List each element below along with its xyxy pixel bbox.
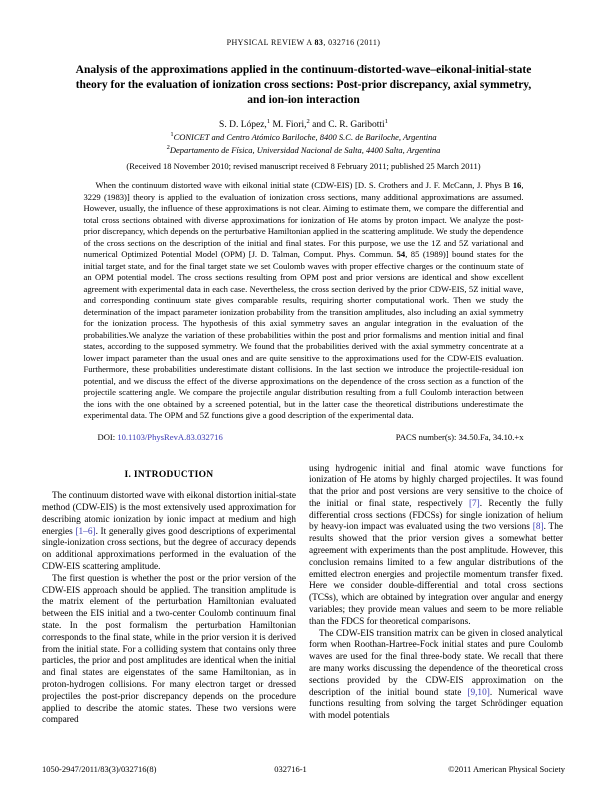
affiliation-line-2 <box>42 145 565 156</box>
right-column <box>309 464 563 728</box>
affiliation-line-1 <box>42 132 565 143</box>
intro-paragraph-3 <box>309 629 563 723</box>
intro-paragraph-2-continued <box>309 464 563 629</box>
section-heading-introduction: I. INTRODUCTION <box>124 469 214 480</box>
title-line-1: Analysis of the approximations applied in the continuum-distorted-wave–eikonal-initial-state <box>75 64 532 76</box>
abstract <box>84 180 524 422</box>
intro-paragraph-2: The first question is whether the post or the prior version of the CDW-EIS approach should be applied. The transition amplitude is the matrix element of the perturbation Hamiltonian evaluated between the EIS initial and a two-center Coulomb continuum final state. In the post formalism the perturbation Hamiltonian corresponds to the final state, while in the prior version it is derived from the initial state. For a colliding system that contains only three particles, the prior and post amplitudes are identical when the initial and final states are eigenstates of the same Hamiltonian, as in proton-hydrogen collisions. For many electron target or dressed projectiles the post-prior discrepancy depends on the procedure applied to describe the atomic states. These two versions were compared <box>42 573 296 726</box>
paper-title <box>42 63 565 108</box>
author-3-affiliation-superscript: 1 <box>384 117 388 125</box>
doi-link[interactable]: 10.1103/PhysRevA.83.032716 <box>117 431 223 442</box>
journal-header <box>42 38 565 47</box>
title-line-3: and ion-ion interaction <box>247 94 360 106</box>
paragraph-text: . It generally gives good descriptions of experimental single-ionization cross sections, but the degree of accuracy depends on additional approximations performed in the evaluation of the CDW-EIS scattering amplitude. <box>42 526 296 573</box>
doi-label: DOI: <box>97 431 118 442</box>
pacs-line: PACS number(s): 34.50.Fa, 34.10.+x <box>395 431 524 442</box>
author-2: M. Fiori, <box>270 120 307 130</box>
authors-line <box>42 117 565 130</box>
footer-copyright: ©2011 American Physical Society <box>448 764 565 774</box>
paragraph-text: . Recently the fully differential cross sections (FDCSs) for single ionization of helium by heavy-ion impact was evaluated using the two versions <box>309 498 563 533</box>
author-2-affiliation-superscript: 2 <box>306 117 310 125</box>
abstract-segment: When the continuum distorted wave with eikonal initial state (CDW-EIS) [D. S. Crothers and J. F. McCann, J. Phys B <box>95 180 513 190</box>
paragraph-text: . Numerical wave functions resulting from solving the target Schrödinger equation with model potentials <box>309 687 563 722</box>
received-line: (Received 18 November 2010; revised manuscript received 8 February 2011; published 25 March 2011) <box>126 161 481 171</box>
paragraph-text: using hydrogenic initial and final atomic wave functions for ionization of He atoms by highly charged projectiles. It was found that the prior and post versions are very sensitive to the choice of the initial or final state, respectively <box>309 463 563 509</box>
paragraph-text: The continuum distorted wave with eikonal distortion initial-state method (CDW-EIS) is the most extensively used approximation for describing atomic ionization by ionic impact at medium and high energies <box>42 491 296 537</box>
journal-name: PHYSICAL REVIEW A <box>226 38 315 47</box>
citation-link-9-10[interactable]: [9,10] <box>467 687 490 698</box>
doi-line <box>98 432 223 442</box>
title-line-2: theory for the evaluation of ionization cross sections: Post-prior discrepancy, axial symmetry, <box>75 79 532 91</box>
abstract-segment: , 85 (1989)] bound states for the initial target state, and for the final target state we set Coulomb waves with proper effective charges or the continuum state of an OPM potential model. The cross sections resulting from OPM post and prior versions are identical and show excellent agreement with experimental data in each case. Nevertheless, the cross section derived by the prior CDW-EIS, 5Z initial wave, and corresponding continuum state gives comparable results, requiring shorter computational work. Then we study the determination of the impact parameter ionization probability from the transition amplitudes, also including an axial symmetry for the ionization process. The hypothesis of this axial symmetry saves an angular integration in the evaluation of the probabilities.We analyze the variation of these probabilities within the post and prior formalisms and mention initial and final states, according to the supposed symmetry. We found that the probabilities derived with the axial symmetry concentrate at a lower impact parameter than the usual ones and are quite sensitive to the approximations used for the CDW-EIS evaluation. Furthermore, these probabilities underestimate distant collisions. In the last section we introduce the projectile-residual ion potential, and we discuss the effect of the diverse approximations on the dependence of the cross section as a function of the projectile scattering angle. We compare the projectile angular distribution resulting from a full Coulomb interaction between the ions with the one obtained by a screened potential, but in the latter case the theoretical distributions underestimate the experimental data. The OPM and 5Z functions give a good description of the experimental data. <box>83 249 524 420</box>
footer-issn: 1050-2947/2011/83(3)/032716(8) <box>42 764 157 774</box>
author-1: S. D. López, <box>219 120 267 130</box>
affiliation-2-text: Departamento de Física, Universidad Nacional de Salta, 4400 Salta, Argentina <box>169 145 441 155</box>
journal-issue: , 032716 (2011) <box>323 38 381 47</box>
affiliation-2-superscript: 2 <box>166 144 170 152</box>
body-columns <box>42 464 565 728</box>
journal-volume: 83 <box>314 38 324 47</box>
citation-link-7[interactable]: [7] <box>468 498 480 509</box>
citation-link-8[interactable]: [8] <box>532 522 544 533</box>
affiliation-1-superscript: 1 <box>170 131 174 139</box>
paragraph-text: . The results showed that the prior version gives a somewhat better agreement with experiments than the post amplitude. However, this conclusion remains limited to a few angular distributions of the emitted electron energies and projectile momentum transfer fixed. Here we consider double-differential and total cross sections (TCSs), which are obtained by integration over angular and energy variables; they provide mean values and seem to be more reliable than the FDCS for theoretical comparisons. <box>309 522 563 627</box>
doi-pacs-row <box>84 432 524 442</box>
abstract-volume-bold: 16 <box>512 180 522 190</box>
abstract-volume-bold: 54 <box>396 249 406 259</box>
author-1-affiliation-superscript: 1 <box>266 117 271 125</box>
paragraph-text: The CDW-EIS transition matrix can be given in closed analytical form when Roothan-Hartree-Fock initial states and pure Coulomb waves are used for the final three-body state. We recall that there are many works discussing the dependence of the theoretical cross sections provided by the CDW-EIS approximation on the description of the initial bound state <box>309 628 563 698</box>
footer-page-number: 032716-1 <box>274 764 307 774</box>
author-3: and C. R. Garibotti <box>309 120 385 130</box>
left-column <box>42 464 296 728</box>
abstract-segment: , 3229 (1983)] theory is applied to the evaluation of ionization cross sections, many additional approximations are assumed. However, usually, the influence of these approximations is not clear. Aiming to estimate them, we compare the differential and total cross sections obtained with diverse approximations for ionization of He atoms by proton impact. We analyze the post-prior discrepancy, which depends on the perturbative Hamiltonian applied in the scattering amplitude. We study the dependence of the cross sections on the description of the initial and final states. For this purpose, we use the 1Z and 5Z variational and numerical Optimized Potential Model (OPM) [J. D. Talman, Comput. Phys. Commun. <box>83 180 524 259</box>
intro-paragraph-1 <box>42 491 296 574</box>
citation-link-1-6[interactable]: [1–6] <box>75 526 96 537</box>
affiliation-1-text: CONICET and Centro Atómico Bariloche, 8400 S.C. de Bariloche, Argentina <box>173 132 437 142</box>
